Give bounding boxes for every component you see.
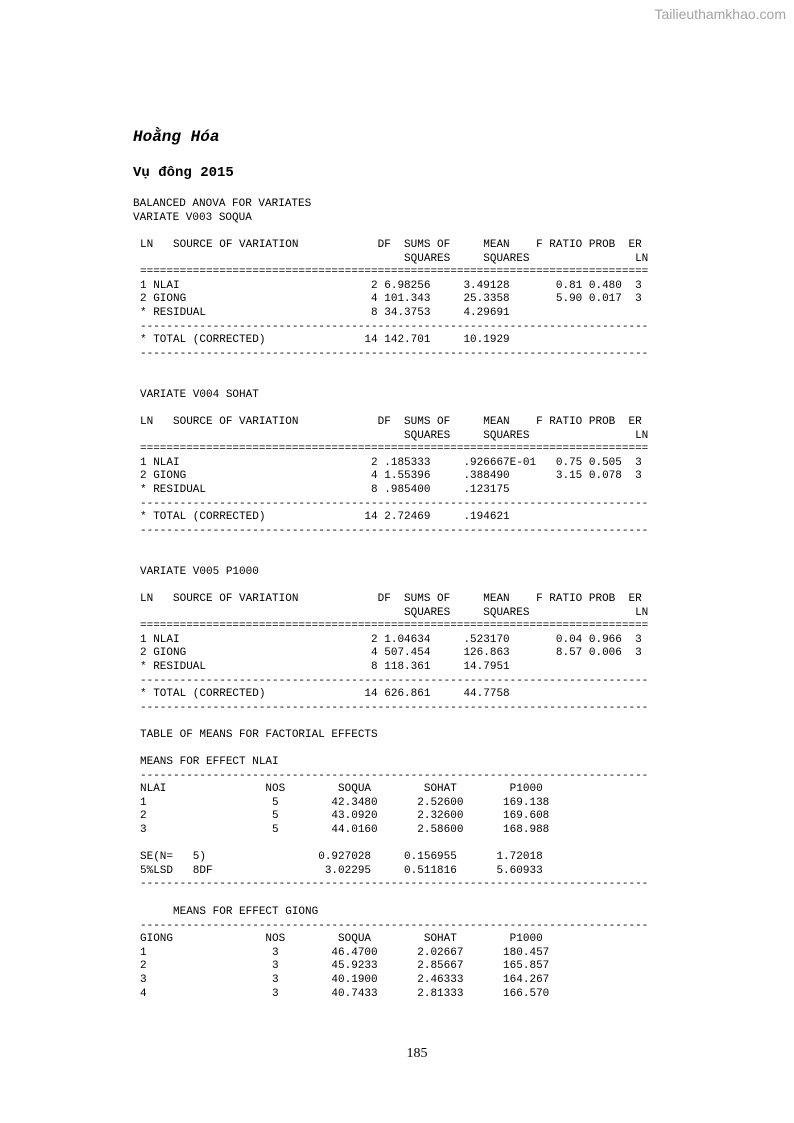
anova-table-v003: LN SOURCE OF VARIATION DF SUMS OF MEAN F RATIO PROB ER SQUARES SQUARES LN ============================================================================= 1 NLAI 2 6.98256 3.49128 0.81 0.480 3 2 GIONG 4 101.343 25.3358 5.90 0.017 3 * RESIDUAL 8 34.3753 4.29691 ----------------------------------------------------------------------------- * TOTAL (CORRECTED) 14 142.701 10.1929 ----------------------------------------------------------------------------- — [140, 239, 649, 360]
watermark: Tailieuthamkhao.com — [654, 6, 786, 22]
anova-table-v005: LN SOURCE OF VARIATION DF SUMS OF MEAN F RATIO PROB ER SQUARES SQUARES LN ============================================================================= 1 NLAI 2 1.04634 .523170 0.04 0.966 3 2 GIONG 4 507.454 126.863 8.57 0.006 3 * RESIDUAL 8 118.361 14.7951 ----------------------------------------------------------------------------- * TOTAL (CORRECTED) 14 626.861 44.7758 ----------------------------------------------------------------------------- — [140, 593, 649, 714]
page-number: 185 — [406, 1046, 428, 1061]
means-table-nlai: MEANS FOR EFFECT NLAI ----------------------------------------------------------------------------- NLAI NOS SOQUA SOHAT P1000 1 5 42.3480 2.52600 169.138 2 5 43.0920 2.32600 169.608 3 5 44.0160 2.58600 168.988 SE(N= 5) 0.927028 0.156955 1.72018 5%LSD 8DF 3.02295 0.511816 5.60933 ----------------------------------------------------------------------------- — [140, 756, 649, 891]
anova-table-v004: LN SOURCE OF VARIATION DF SUMS OF MEAN F RATIO PROB ER SQUARES SQUARES LN ============================================================================= 1 NLAI 2 .185333 .926667E-01 0.75 0.505 3 2 GIONG 4 1.55396 .388490 3.15 0.078 3 * RESIDUAL 8 .985400 .123175 ----------------------------------------------------------------------------- * TOTAL (CORRECTED) 14 2.72469 .194621 ----------------------------------------------------------------------------- — [140, 416, 649, 537]
table-of-means-title: TABLE OF MEANS FOR FACTORIAL EFFECTS — [140, 729, 378, 741]
variate-v004-title: VARIATE V004 SOHAT — [140, 389, 259, 401]
means-table-giong: MEANS FOR EFFECT GIONG ----------------------------------------------------------------------------- GIONG NOS SOQUA SOHAT P1000 1 3 46.4700 2.02667 180.457 2 3 45.9233 2.85667 165.857 3 3 40.1900 2.46333 164.267 4 3 40.7433 2.81333 166.570 — [140, 906, 649, 1000]
location-heading: Hoằng Hóa — [133, 128, 220, 146]
season-heading: Vụ đông 2015 — [133, 165, 234, 181]
variate-v005-title: VARIATE V005 P1000 — [140, 566, 259, 578]
anova-intro: BALANCED ANOVA FOR VARIATES VARIATE V003 SOQUA — [133, 198, 312, 224]
